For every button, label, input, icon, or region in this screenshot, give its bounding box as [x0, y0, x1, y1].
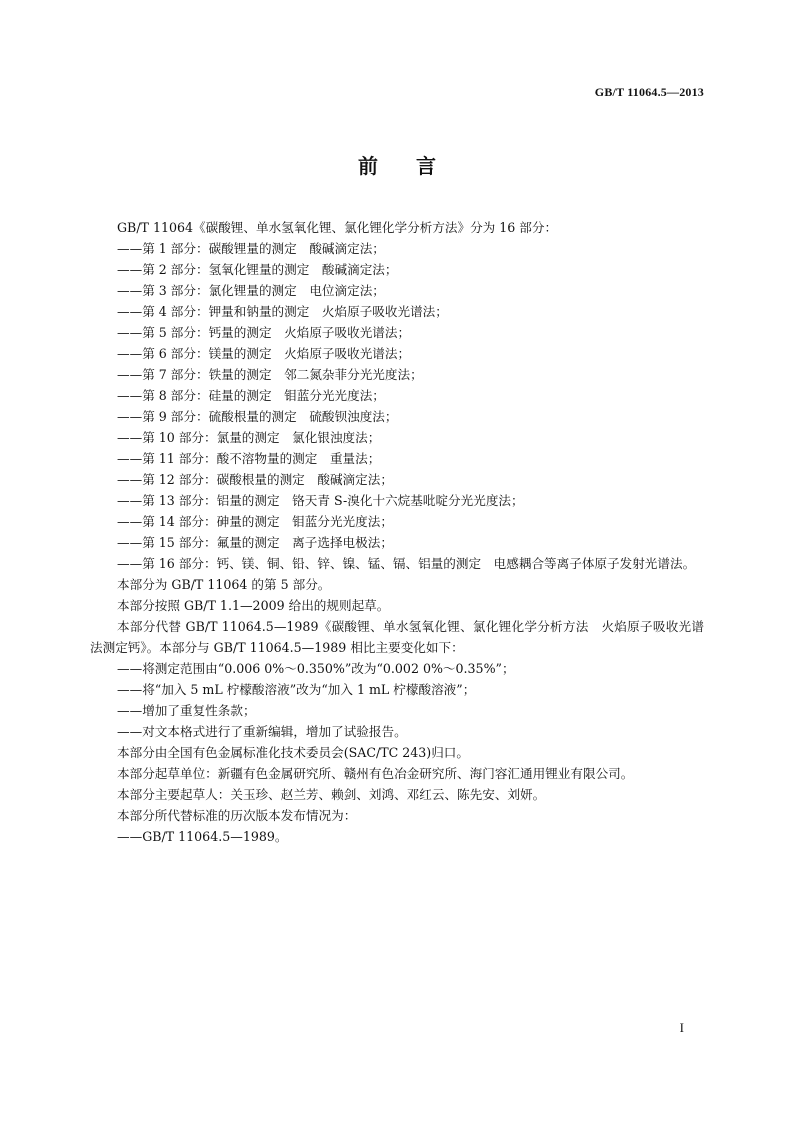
list-item: ——第 5 部分：钙量的测定 火焰原子吸收光谱法； [117, 325, 411, 340]
paragraph: 本部分起草单位：新疆有色金属研究所、赣州有色冶金研究所、海门容汇通用锂业有限公司。 [117, 766, 634, 781]
list-item: ——第 6 部分：镁量的测定 火焰原子吸收光谱法； [117, 346, 411, 361]
list-item: ——第 14 部分：砷量的测定 钼蓝分光光度法； [117, 514, 393, 529]
list-item: ——第 8 部分：硅量的测定 钼蓝分光光度法； [117, 388, 385, 403]
list-item: ——对文本格式进行了重新编辑，增加了试验报告。 [117, 724, 407, 739]
list-item: ——第 12 部分：碳酸根量的测定 酸碱滴定法； [117, 472, 393, 487]
list-item: ——第 3 部分：氯化锂量的测定 电位滴定法； [117, 283, 385, 298]
list-item: ——第 16 部分：钙、镁、铜、铅、锌、镍、锰、镉、铝量的测定 电感耦合等离子体原子发射光谱法。 [117, 556, 696, 571]
paragraph: 本部分由全国有色金属标准化技术委员会(SAC/TC 243)归口。 [117, 745, 469, 760]
page-number: I [679, 1020, 684, 1035]
list-item: ——第 15 部分：氟量的测定 离子选择电极法； [117, 535, 393, 550]
paragraph: 本部分按照 GB/T 1.1—2009 给出的规则起草。 [117, 598, 390, 613]
list-item: ——将测定范围由“0.006 0%～0.350%”改为“0.002 0%～0.35%”； [117, 661, 515, 676]
list-item: ——第 11 部分：酸不溶物量的测定 重量法； [117, 451, 381, 466]
standard-number: GB/T 11064.5—2013 [594, 85, 704, 99]
list-item: ——增加了重复性条款； [117, 703, 256, 718]
list-item: ——第 1 部分：碳酸锂量的测定 酸碱滴定法； [117, 241, 385, 256]
paragraph: 本部分主要起草人：关玉珍、赵兰芳、赖剑、刘鸿、邓红云、陈先安、刘妍。 [117, 787, 546, 802]
page-title: 前言 [358, 154, 474, 178]
foreword-body [90, 217, 704, 847]
paragraph-replacement: 本部分代替 GB/T 11064.5—1989《碳酸锂、单水氢氧化锂、氯化锂化学分析方法 火焰原子吸收光谱法测定钙》。本部分与 GB/T 11064.5—1989 相比主要变化如下： [90, 619, 704, 655]
list-item: ——第 9 部分：硫酸根量的测定 硫酸钡浊度法； [117, 409, 398, 424]
list-item: ——第 10 部分：氯量的测定 氯化银浊度法； [117, 430, 381, 445]
list-item: ——第 13 部分：铝量的测定 铬天青 S-溴化十六烷基吡啶分光光度法； [117, 493, 524, 508]
list-item: ——将“加入 5 mL 柠檬酸溶液”改为“加入 1 mL 柠檬酸溶液”； [117, 682, 476, 697]
list-item: ——第 7 部分：铁量的测定 邻二氮杂菲分光光度法； [117, 367, 423, 382]
list-item: ——第 4 部分：钾量和钠量的测定 火焰原子吸收光谱法； [117, 304, 448, 319]
list-item: ——第 2 部分：氢氧化锂量的测定 酸碱滴定法； [117, 262, 398, 277]
paragraph: 本部分所代替标准的历次版本发布情况为： [117, 808, 357, 823]
list-item: ——GB/T 11064.5—1989。 [117, 829, 288, 844]
paragraph: GB/T 11064《碳酸锂、单水氢氧化锂、氯化锂化学分析方法》分为 16 部分： [117, 220, 558, 235]
paragraph: 本部分为 GB/T 11064 的第 5 部分。 [117, 577, 331, 592]
